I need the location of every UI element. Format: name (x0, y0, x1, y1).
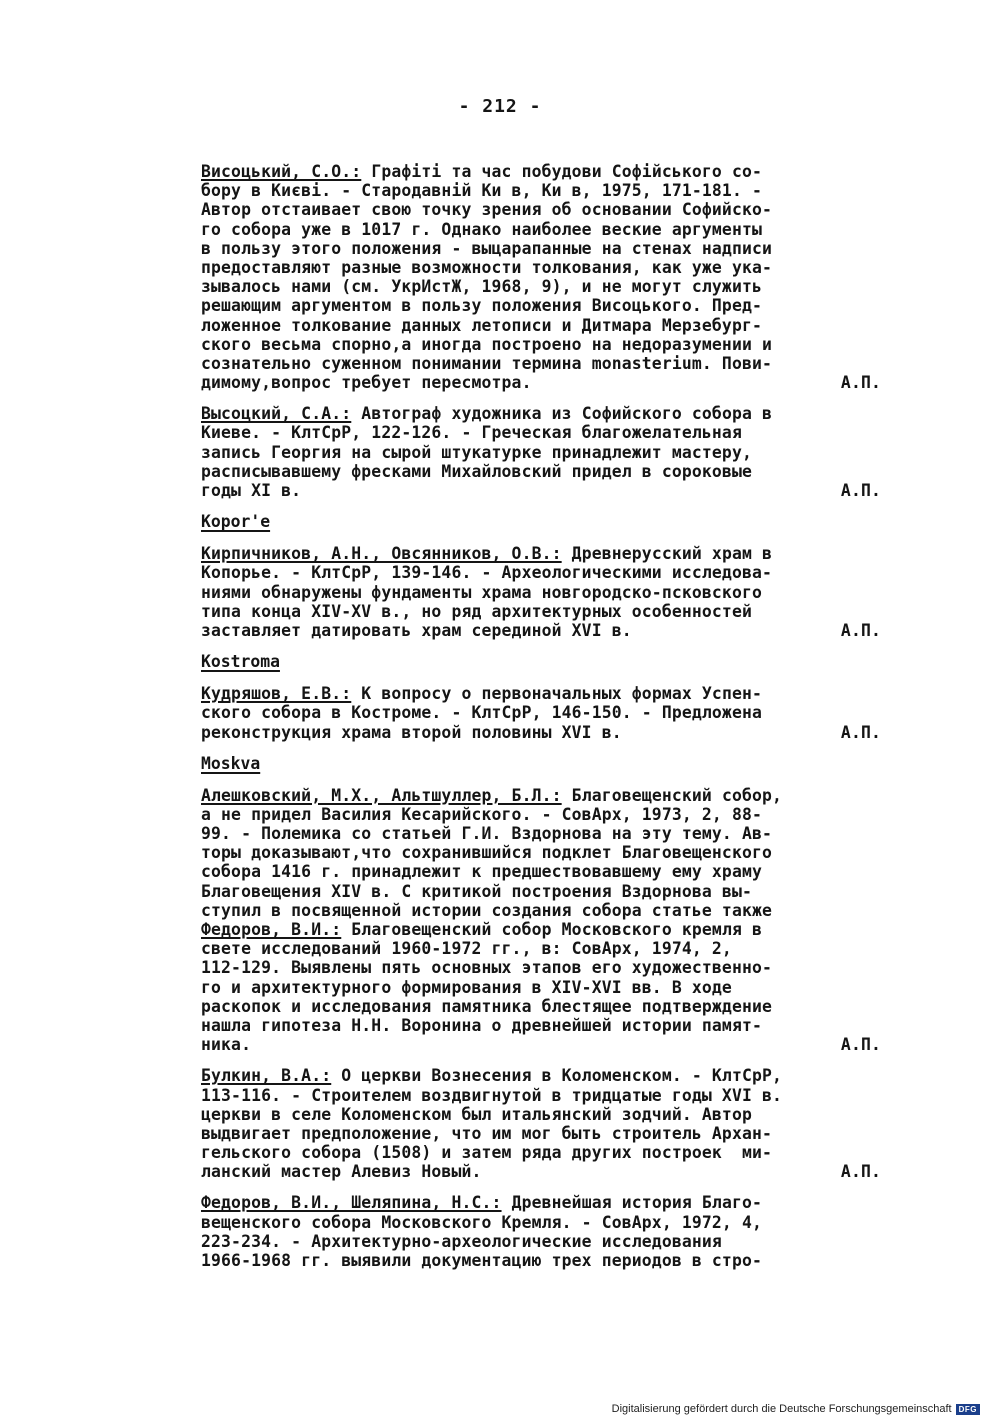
bibliography-entry (201, 1193, 881, 1270)
entry-line: вещенского собора Московского Кремля. - СовАрх, 1972, 4, (201, 1212, 763, 1232)
entry-line: сознательно суженном понимании термина monasterium. Пови- (201, 353, 773, 373)
entry-line: выдвигает предположение, что им мог быть строитель Архан- (201, 1123, 773, 1143)
entry-line: церкви в селе Коломенском был итальянский зодчий. Автор (201, 1104, 752, 1124)
entry-line: Копорье. - КлтСрР, 139-146. - Археологическими исследова- (201, 563, 773, 583)
entry-line: Автор отстаивает свою точку зрения об основании Софийско- (201, 200, 773, 220)
entry-line: запись Георгия на сырой штукатурке принадлежит мастеру, (201, 442, 752, 462)
reviewer-initials: А.П. (840, 373, 881, 393)
bibliography-entry (201, 684, 881, 742)
entry-line: свете исследований 1960-1972 гг., в: СовАрх, 1974, 2, (201, 939, 732, 959)
footer-credit: Digitalisierung gefördert durch die Deutsche Forschungsgemeinschaft (611, 1403, 952, 1415)
entry-line: 113-116. - Строителем воздвигнутой в тридцатые годы XVI в. (201, 1085, 783, 1105)
entry-line: нашла гипотеза Н.Н. Воронина о древнейшей истории памят- (201, 1015, 763, 1035)
entry-text: К вопросу о первоначальных формах Успен- (351, 684, 763, 704)
dfg-logo-icon: DFG (956, 1404, 980, 1415)
entry-author: Кирпичников, А.Н., Овсянников, О.В.: (201, 544, 562, 564)
entry-line: го собора уже в 1017 г. Однако наиболее веские аргументы (201, 219, 763, 239)
bibliography-entry (201, 1066, 881, 1181)
bibliography-entry (201, 404, 881, 500)
section-heading-kostroma: Kostroma (201, 652, 280, 672)
entry-line: заставляет датировать храм серединой XVI в. (201, 620, 632, 640)
entry-line: 99. - Полемика со статьей Г.И. Вздорнова на эту тему. Ав- (201, 824, 773, 844)
entry-text: О церкви Вознесения в Коломенском. - КлтСрР, (331, 1066, 783, 1086)
bibliography-content (201, 162, 881, 1282)
entry-line: ложенное толкование данных летописи и Дитмара Мерзебург- (201, 315, 763, 335)
entry-line: 223-234. - Архитектурно-археологические исследования (201, 1231, 722, 1251)
entry-line: решающим аргументом в пользу положения Висоцького. Пред- (201, 296, 763, 316)
entry-line: бору в Києві. - Стародавній Ки в, Ки в, 1975, 171-181. - (201, 181, 763, 201)
entry-line: ского весьма спорно,а иногда построено на недоразумении и (201, 334, 773, 354)
entry-author: Федоров, В.И.: (201, 920, 342, 939)
entry-author: Алешковский, М.Х., Альтшуллер, Б.Л.: (201, 785, 562, 805)
entry-author: Высоцкий, С.А.: (201, 404, 352, 424)
entry-line: реконструкция храма второй половины XVI в. (201, 722, 622, 742)
entry-author: Кудряшов, Е.В.: (201, 684, 352, 704)
entry-text: Благовещенский собор Московского кремля в (341, 920, 763, 939)
entry-line: ступил в посвященной истории создания собора статье также (201, 900, 773, 920)
entry-line: торы доказывают,что сохранившийся подклет Благовещенского (201, 843, 773, 863)
entry-line: годы XI в. (201, 481, 302, 500)
entry-line: ского собора в Костроме. - КлтСрР, 146-150. - Предложена (201, 703, 763, 723)
entry-line: димому,вопрос требует пересмотра. (201, 373, 532, 393)
entry-text: Графіті та час побудови Софійського со- (361, 162, 763, 181)
reviewer-initials: А.П. (840, 1035, 881, 1055)
section-heading-moskva: Moskva (201, 753, 261, 773)
entry-text: Древнерусский храм в (561, 544, 773, 564)
entry-line: предоставляют разные возможности толкования, как уже ука- (201, 257, 773, 277)
entry-text: Древнейшая история Благо- (501, 1193, 763, 1213)
reviewer-initials: А.П. (840, 722, 881, 742)
entry-line: собора 1416 г. принадлежит к предшествовавшему ему храму (201, 862, 763, 882)
digitization-footer (612, 1403, 980, 1415)
entry-line: раскопок и исследования памятника блестящее подтверждение (201, 996, 773, 1016)
entry-line: 1966-1968 гг. выявили документацию трех периодов в стро- (201, 1251, 763, 1270)
entry-line: Благовещения XIV в. С критикой построения Вздорнова вы- (201, 881, 752, 901)
entry-line: гельского собора (1508) и затем ряда других построек ми- (201, 1143, 773, 1163)
entry-line: типа конца XIV-XV в., но ряд архитектурных особенностей (201, 601, 752, 621)
entry-author: Федоров, В.И., Шеляпина, Н.С.: (201, 1193, 502, 1213)
entry-line: ланский мастер Алевиз Новый. (201, 1162, 482, 1182)
bibliography-entry (201, 544, 881, 640)
page-number: - 212 - (458, 96, 542, 117)
entry-text: Благовещенский собор, (561, 785, 783, 805)
entry-line: в пользу этого положения - выцарапанные на стенах надписи (201, 238, 773, 258)
entry-line: а не придел Василия Кесарийского. - СовАрх, 1973, 2, 88- (201, 804, 763, 824)
bibliography-entry (201, 162, 881, 392)
reviewer-initials: А.П. (840, 1162, 881, 1182)
entry-author: Висоцький, С.О.: (201, 162, 362, 181)
entry-line: Киеве. - КлтСрР, 122-126. - Греческая благожелательная (201, 423, 742, 443)
reviewer-initials: А.П. (840, 620, 881, 640)
entry-line: ниями обнаружены фундаменты храма новгородско-псковского (201, 582, 763, 602)
entry-text: Автограф художника из Софийского собора в (351, 404, 773, 424)
reviewer-initials: А.П. (840, 481, 881, 500)
entry-line: го и архитектурного формирования в XIV-XVI вв. В ходе (201, 977, 732, 997)
entry-line: расписывавшему фресками Михайловский придел в сороковые (201, 461, 752, 481)
section-heading-koporye: Kopor'e (201, 512, 271, 532)
bibliography-entry (201, 786, 881, 1055)
entry-line: 112-129. Выявлены пять основных этапов его художественно- (201, 958, 773, 978)
entry-line: зывалось нами (см. УкрИстЖ, 1968, 9), и не могут служить (201, 277, 763, 297)
entry-author: Булкин, В.А.: (201, 1066, 332, 1086)
entry-line: ника. (201, 1035, 252, 1055)
